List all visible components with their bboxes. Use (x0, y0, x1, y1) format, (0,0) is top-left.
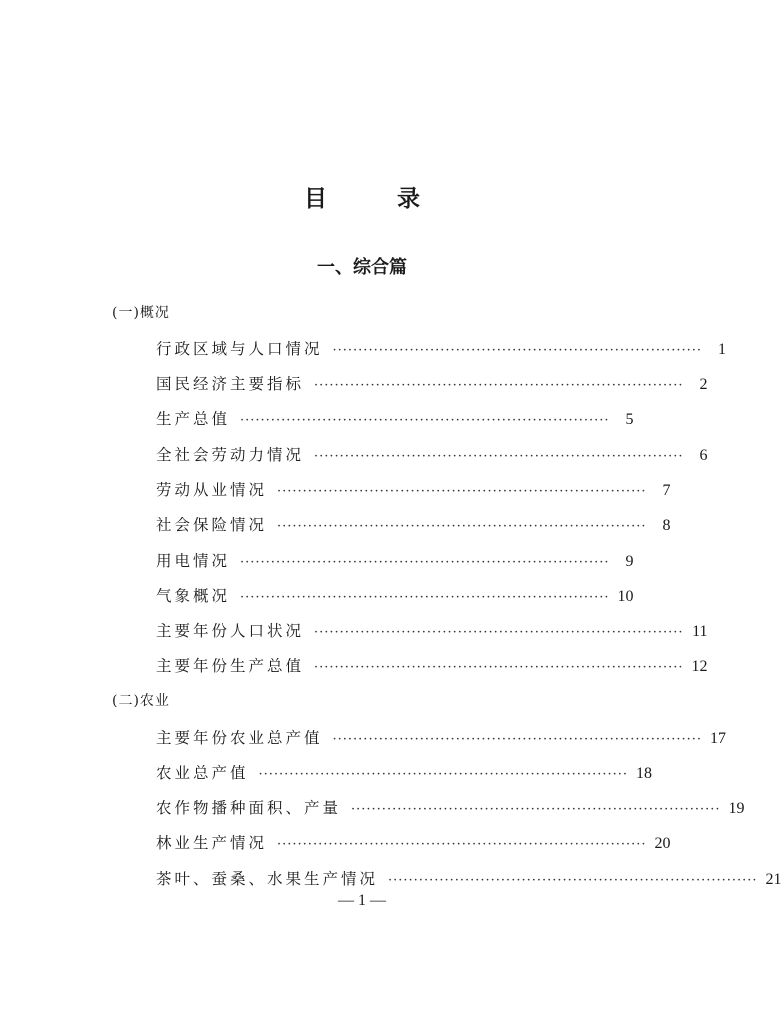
leader-dots: ········································································ (277, 519, 647, 534)
leader-dots: ········································································ (388, 873, 758, 888)
toc-entry[interactable] (156, 443, 708, 465)
toc-entry-label: 行政区域与人口情况 (156, 340, 323, 358)
toc-entry-page: 7 (662, 482, 671, 499)
toc-entry-label: 国民经济主要指标 (156, 375, 305, 393)
toc-entry-page: 19 (728, 800, 745, 817)
leader-dots: ········································································ (314, 378, 684, 393)
toc-entry-label: 劳动从业情况 (156, 481, 268, 499)
toc-entry-page: 1 (718, 341, 727, 358)
toc-entry-label: 农作物播种面积、产量 (156, 799, 342, 817)
leader-dots: ········································································ (351, 802, 721, 817)
leader-dots: ········································································ (314, 449, 684, 464)
toc-entry-page: 18 (636, 765, 653, 782)
page-number-footer: — 1 — (338, 892, 386, 909)
section-heading-overview: (一)概况 (112, 305, 170, 321)
leader-dots: ········································································ (240, 413, 610, 428)
toc-entry-page: 2 (699, 376, 708, 393)
leader-dots: ········································································ (258, 767, 629, 782)
section-heading-agriculture: (二)农业 (112, 693, 170, 709)
toc-entry[interactable] (156, 478, 671, 500)
toc-entry-label: 茶叶、蚕桑、水果生产情况 (156, 870, 379, 888)
toc-entry-label: 用电情况 (156, 552, 231, 570)
toc-entry-page: 6 (699, 447, 708, 464)
leader-dots: ········································································ (277, 837, 647, 852)
leader-dots: ········································································ (332, 732, 703, 747)
leader-dots: ········································································ (240, 590, 610, 605)
toc-entry-label: 林业生产情况 (156, 834, 268, 852)
toc-entry[interactable] (156, 761, 653, 783)
toc-entry-page: 5 (625, 411, 634, 428)
toc-entry[interactable] (156, 867, 782, 889)
toc-entry-label: 气象概况 (156, 587, 231, 605)
toc-entry[interactable] (156, 549, 634, 571)
title-char-1: 目 (304, 186, 327, 212)
toc-entry[interactable] (156, 654, 708, 676)
leader-dots: ········································································ (314, 660, 684, 675)
leader-dots: ········································································ (314, 625, 684, 640)
part-heading: 一、综合篇 (317, 257, 407, 278)
toc-entry[interactable] (156, 726, 727, 748)
toc-entry-label: 主要年份生产总值 (156, 657, 305, 675)
title-char-2: 录 (397, 186, 420, 212)
toc-entry-label: 全社会劳动力情况 (156, 446, 305, 464)
toc-entry[interactable] (156, 337, 727, 359)
toc-entry[interactable] (156, 513, 671, 535)
toc-entry-page: 9 (625, 553, 634, 570)
toc-entry-label: 主要年份人口状况 (156, 622, 305, 640)
toc-entry-page: 11 (692, 623, 708, 640)
toc-entry-page: 17 (710, 730, 727, 747)
toc-entry-page: 20 (654, 835, 671, 852)
toc-entry-page: 10 (617, 588, 634, 605)
leader-dots: ········································································ (332, 343, 703, 358)
toc-entry[interactable] (156, 796, 745, 818)
toc-entry[interactable] (156, 372, 708, 394)
toc-entry-label: 主要年份农业总产值 (156, 729, 323, 747)
toc-entry[interactable] (156, 584, 634, 606)
toc-entry-page: 12 (691, 658, 708, 675)
toc-entry[interactable] (156, 407, 634, 429)
leader-dots: ········································································ (240, 555, 610, 570)
toc-entry-label: 生产总值 (156, 410, 231, 428)
toc-entry-label: 农业总产值 (156, 764, 249, 782)
toc-entry[interactable] (156, 831, 671, 853)
toc-entry-label: 社会保险情况 (156, 516, 268, 534)
toc-entry[interactable] (156, 619, 708, 641)
toc-entry-page: 8 (662, 517, 671, 534)
page-title (0, 180, 724, 213)
leader-dots: ········································································ (277, 484, 647, 499)
toc-entry-page: 21 (765, 871, 782, 888)
